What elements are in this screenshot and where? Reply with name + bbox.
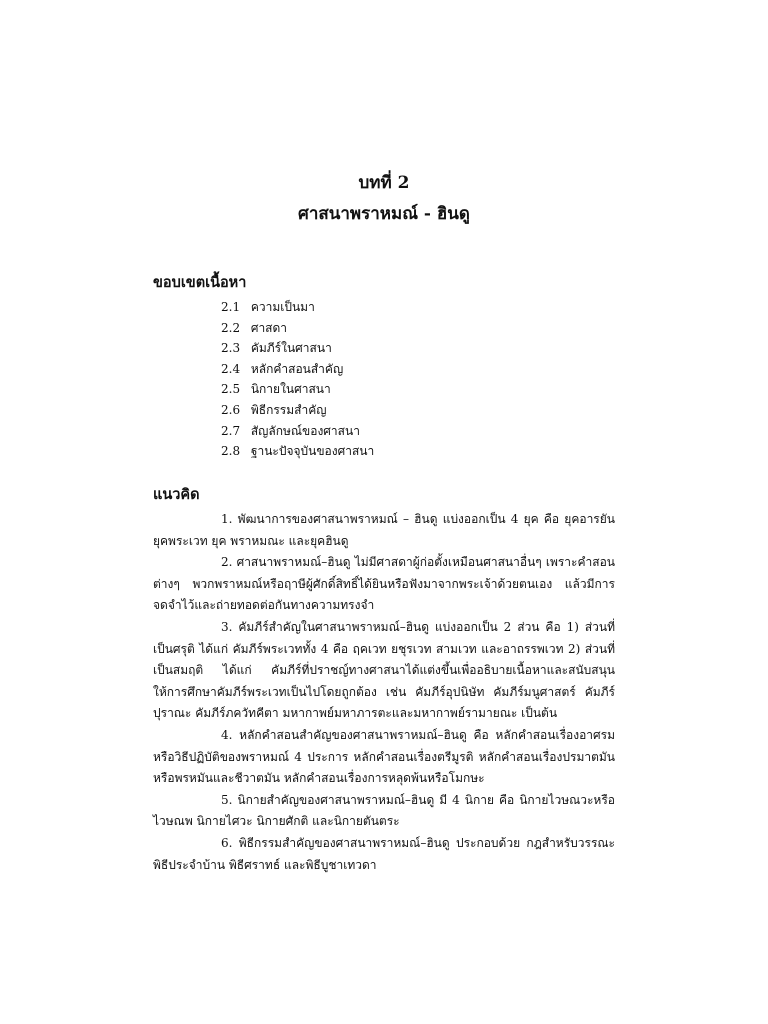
list-item-number: 2.8 <box>221 444 241 459</box>
list-item-text: ฐานะปัจจุบันของศาสนา <box>250 444 375 459</box>
list-item-number: 2.2 <box>221 320 241 335</box>
list-item-number: 2.7 <box>221 423 241 438</box>
list-item <box>221 359 374 380</box>
list-item-text: หลักคำสอนสำคัญ <box>250 361 344 376</box>
list-item-text: คัมภีร์ในศาสนา <box>250 341 332 356</box>
list-item-number: 2.3 <box>221 341 241 356</box>
concept-paragraph: 5. นิกายสำคัญของศาสนาพราหมณ์–ฮินดู มี 4 นิกาย คือ นิกายไวษณวะหรือไวษณพ นิกายไศวะ นิกายศักติ และนิกายตันตระ <box>153 792 615 829</box>
list-item <box>221 441 374 462</box>
concepts-heading: แนวคิด <box>153 486 200 503</box>
scope-list <box>221 297 374 462</box>
concepts-body <box>153 509 615 876</box>
list-item-number: 2.5 <box>221 382 241 397</box>
list-item <box>221 318 374 339</box>
list-item <box>221 338 374 359</box>
scope-heading: ขอบเขตเนื้อหา <box>153 274 247 291</box>
list-item-text: นิกายในศาสนา <box>250 382 331 397</box>
list-item <box>221 421 374 442</box>
list-item-text: พิธีกรรมสำคัญ <box>250 402 327 417</box>
concept-paragraph: 3. คัมภีร์สำคัญในศาสนาพราหมณ์–ฮินดู แบ่งออกเป็น 2 ส่วน คือ 1) ส่วนที่เป็นศรุติ ได้แก่ คัมภีร์พระเวททั้ง 4 คือ ฤคเวท ยชุรเวท สามเวท และอาถรรพเวท 2) ส่วนที่เป็นสมฤติ ได้แก่ คัมภีร์ที่ปราชญ์ทางศาสนาได้แต่งขึ้นเพื่ออธิบายเนื้อหาและสนับสนุนให้การศึกษาคัมภีร์พระเวทเป็นไปโดยถูกต้อง เช่น คัมภีร์อุปนิษัท คัมภีร์มนูศาสตร์ คัมภีร์ปุราณะ คัมภีร์ภควัทคีตา มหากาพย์มหาภารตะและมหากาพย์รามายณะ เป็นต้น <box>153 619 615 721</box>
concept-paragraph: 4. หลักคำสอนสำคัญของศาสนาพราหมณ์–ฮินดู คือ หลักคำสอนเรื่องอาศรม หรือวิธีปฏิบัติของพราหมณ์ 4 ประการ หลักคำสอนเรื่องตรีมูรติ หลักคำสอนเรื่องปรมาตมัน หรือพรหมันและชีวาตมัน หลักคำสอนเรื่องการหลุดพ้นหรือโมกษะ <box>153 727 615 786</box>
list-item-text: สัญลักษณ์ของศาสนา <box>250 423 360 438</box>
concept-paragraph: 2. ศาสนาพราหมณ์–ฮินดู ไม่มีศาสดาผู้ก่อตั้งเหมือนศาสนาอื่นๆ เพราะคำสอนต่างๆ พวกพราหมณ์หรือฤาษีผู้ศักดิ์สิทธิ์ได้ยินหรือฟังมาจากพระเจ้าด้วยตนเอง แล้วมีการจดจำไว้และถ่ายทอดต่อกันทางความทรงจำ <box>153 555 615 613</box>
list-item-number: 2.6 <box>221 402 241 417</box>
concept-paragraph: 6. พิธีกรรมสำคัญของศาสนาพราหมณ์–ฮินดู ประกอบด้วย กฎสำหรับวรรณะ พิธีประจำบ้าน พิธีศราทธ์ และพิธีบูชาเทวดา <box>153 835 615 872</box>
list-item <box>221 379 374 400</box>
list-item-text: ความเป็นมา <box>250 300 315 314</box>
concept-paragraph: 1. พัฒนาการของศาสนาพราหมณ์ – ฮินดู แบ่งออกเป็น 4 ยุค คือ ยุคอารยัน ยุคพระเวท ยุค พราหมณะ และยุคฮินดู <box>153 512 615 548</box>
list-item-number: 2.1 <box>221 300 241 314</box>
list-item <box>221 400 374 421</box>
list-item-text: ศาสดา <box>250 320 288 335</box>
chapter-subtitle: ศาสนาพราหมณ์ - ฮินดู <box>298 204 470 224</box>
chapter-title: บทที่ 2 <box>358 173 410 193</box>
list-item-number: 2.4 <box>221 361 241 376</box>
list-item <box>221 297 374 318</box>
